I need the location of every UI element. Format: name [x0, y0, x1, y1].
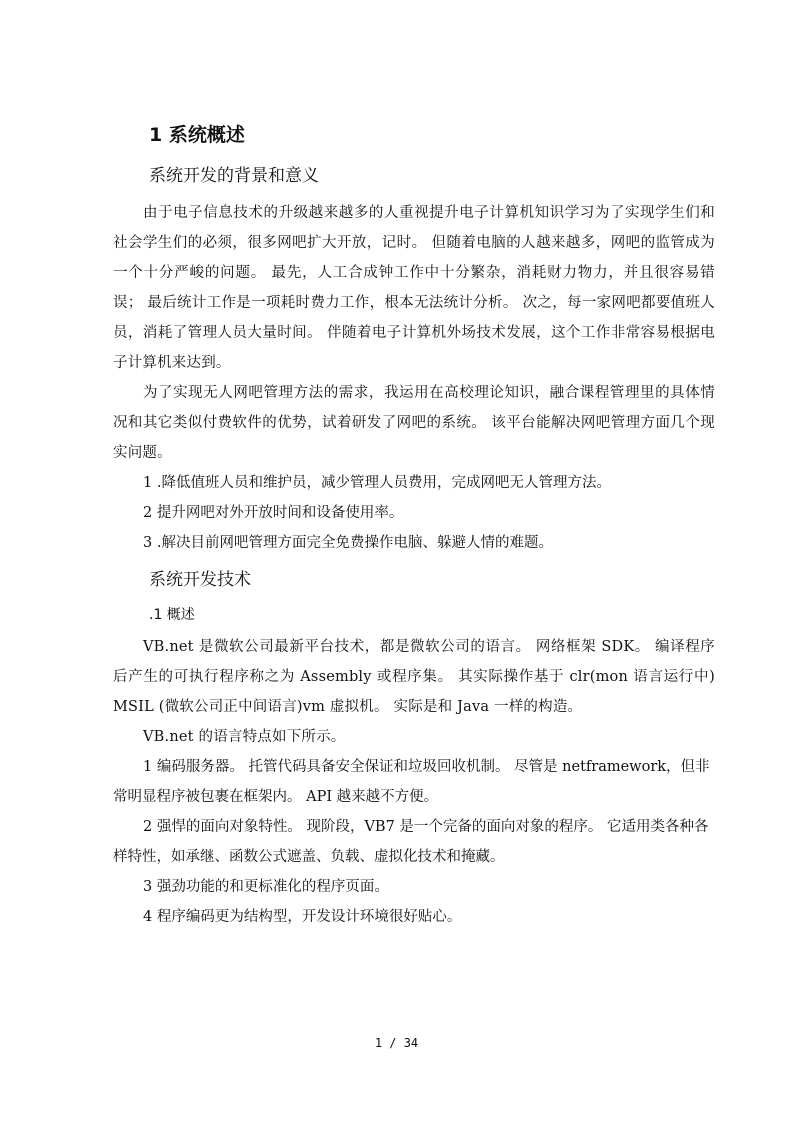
paragraph: VB.net 是微软公司最新平台技术，都是微软公司的语言。 网络框架 SDK。 编译程序后产生的可执行程序称之为 Assembly 或程序集。 其实际操作基于 clr(mon 语言运行中) MSIL (微软公司正中间语言)vm 虚拟机。 实际是和 Java 一样的构造。: [113, 639, 715, 715]
background-heading: 系统开发的背景和意义: [149, 166, 319, 186]
paragraph: 为了实现无人网吧管理方法的需求，我运用在高校理论知识，融合课程管理里的具体情况和其它类似付费软件的优势，试着研发了网吧的系统。 该平台能解决网吧管理方面几个现实问题。: [113, 385, 715, 461]
list-item: 2 提升网吧对外开放时间和设备使用率。: [143, 505, 404, 521]
page-number: 1 / 34: [374, 1036, 419, 1050]
paragraph: 由于电子信息技术的升级越来越多的人重视提升电子计算机知识学习为了实现学生们和社会学生们的必须，很多网吧扩大开放，记时。 但随着电脑的人越来越多，网吧的监管成为一个十分严峻的问题。 最先，人工合成钟工作中十分繁杂，消耗财力物力，并且很容易错误； 最后统计工作是一项耗时费力工作，根本无法统计分析。 次之，每一家网吧都要值班人员，消耗了管理人员大量时间。 伴随着电子计算机外场技术发展，这个工作非常容易根据电子计算机来达到。: [113, 205, 715, 371]
list-item: 1 .降低值班人员和维护员，减少管理人员费用，完成网吧无人管理方法。: [143, 475, 611, 491]
list-item: 4 程序编码更为结构型，开发设计环境很好贴心。: [143, 909, 462, 925]
tech-heading: 系统开发技术: [149, 570, 251, 590]
list-item: 3 .解决目前网吧管理方面完全免费操作电脑、躲避人情的难题。: [143, 535, 553, 551]
section-title: 1 系统概述: [149, 124, 245, 146]
list-item: 3 强劲功能的和更标准化的程序页面。: [143, 879, 389, 895]
list-item: 1 编码服务器。 托管代码具备安全保证和垃圾回收机制。 尽管是 netframework，但非常明显程序被包裹在框架内。 API 越来越不方便。: [113, 759, 710, 805]
paragraph: VB.net 的语言特点如下所示。: [143, 729, 346, 745]
overview-heading: .1 概述: [149, 607, 195, 623]
list-item: 2 强悍的面向对象特性。 现阶段，VB7 是一个完备的面向对象的程序。 它适用类各种各样特性，如承继、函数公式遮盖、负载、虚拟化技术和掩藏。: [113, 819, 709, 865]
page-content: [113, 120, 715, 932]
